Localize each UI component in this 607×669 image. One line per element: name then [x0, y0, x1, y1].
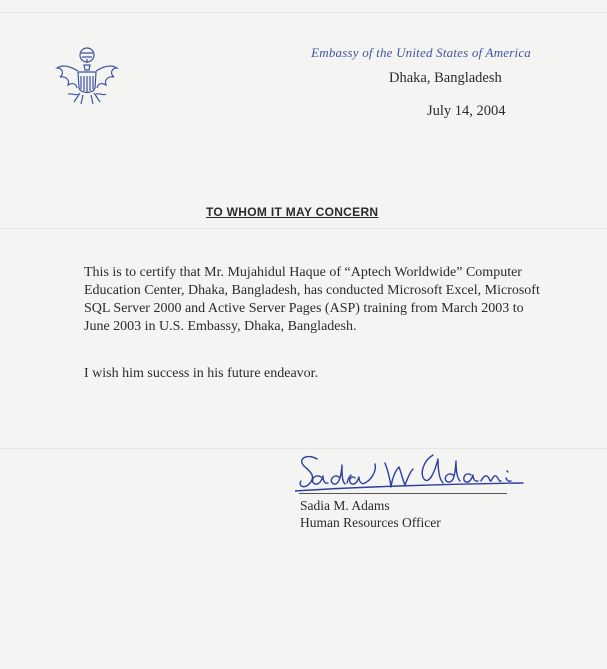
us-great-seal-icon — [54, 44, 120, 108]
paper-fold-line — [0, 12, 607, 13]
letter-closing: I wish him success in his future endeavor. — [84, 366, 319, 381]
handwritten-signature — [295, 447, 525, 499]
paper-fold-line — [0, 228, 607, 229]
letter-city: Dhaka, Bangladesh — [389, 70, 502, 86]
letter-date: July 14, 2004 — [427, 103, 506, 119]
signer-name: Sadia M. Adams — [300, 498, 390, 513]
signer-title: Human Resources Officer — [300, 515, 441, 530]
signature-line — [299, 493, 507, 494]
embassy-name: Embassy of the United States of America — [311, 45, 531, 60]
letter-heading: TO WHOM IT MAY CONCERN — [206, 205, 379, 219]
letter-body: This is to certify that Mr. Mujahidul Haque of “Aptech Worldwide” Computer Education Center, Dhaka, Bangladesh, has conducted Microsoft Excel, Microsoft SQL Server 2000 and Active Server Pages (ASP) training from March 2003 to June 2003 in U.S. Embassy, Dhaka, Bangladesh. — [84, 265, 540, 334]
